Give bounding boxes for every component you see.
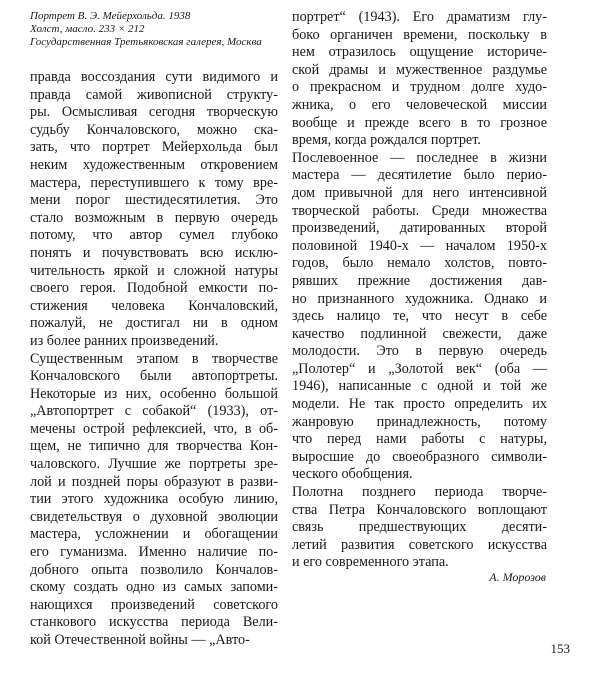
text-line: добного опыта позволило Кончалов- xyxy=(30,561,278,578)
text-line: жанровую принадлежность, потому xyxy=(292,413,547,430)
text-line: ческого обобщения. xyxy=(292,466,413,483)
text-line: из более ранних произведений. xyxy=(30,332,219,349)
text-line: кой Отечественной войны — „Авто- xyxy=(30,632,250,648)
text-line: свидетельствуя о духовной эволюции xyxy=(30,508,278,525)
text-line: годов, было немало холстов, повто- xyxy=(292,255,547,272)
text-line: чительность яркой и сложной натуры xyxy=(30,262,278,279)
text-line: и его современного этапа. xyxy=(292,554,449,571)
text-line: ской драмы и мужественное раздумье xyxy=(292,61,547,78)
text-line: летий развития советского искусства xyxy=(292,536,547,553)
text-line: вообще и прежде всего в то грозное xyxy=(292,114,547,131)
text-line: модели. Не так просто определить их xyxy=(292,396,547,413)
text-line: потому, что автор сумел глубоко xyxy=(30,227,278,244)
text-line: мастера — десятилетие было перио- xyxy=(292,167,547,184)
text-line: но признанного художника. Однако и xyxy=(292,290,547,307)
text-line: чаловского. Лучшие же портреты зре- xyxy=(30,456,278,473)
text-line: качество подлинной свежести, даже xyxy=(292,325,547,342)
text-line: выросшие до своеобразного символи- xyxy=(292,448,547,465)
caption-medium: Холст, масло. 233 × 212 xyxy=(30,23,145,35)
text-line: мастера, переступившего к тому вре- xyxy=(30,174,278,191)
text-line: зать, что портрет Мейерхольда был xyxy=(30,139,278,156)
text-line: ры. Осмысливая сегодня творческую xyxy=(30,104,278,121)
text-line: понять и почувствовать всю исклю- xyxy=(30,244,278,261)
text-line: Послевоенное — последнее в жизни xyxy=(292,149,547,166)
text-line: что перед нами работы с натуры, xyxy=(292,431,547,448)
text-line: судьбу Кончаловского, можно ска- xyxy=(30,121,278,138)
text-line: здесь налицо те, что несут в себе xyxy=(292,308,547,325)
caption-title: Портрет В. Э. Мейерхольда. 1938 xyxy=(30,10,191,22)
text-line: мечены острой рефлексией, что, в об- xyxy=(30,420,278,437)
author-signature: А. Морозов xyxy=(489,570,546,584)
text-line: рявших прежние достижения дав- xyxy=(292,272,547,289)
figure-caption xyxy=(30,10,280,49)
text-line: Некоторые из них, особенно большой xyxy=(30,385,278,402)
text-line: Существенным этапом в творчестве xyxy=(30,350,278,367)
text-line: о прекрасном и трудном долге худо- xyxy=(292,79,547,96)
text-line: тии этого художника особую линию, xyxy=(30,491,278,508)
text-line: ства Петра Кончаловского воплощают xyxy=(292,501,547,518)
page-number: 153 xyxy=(550,641,570,656)
caption-collection: Государственная Третьяковская галерея, Москва xyxy=(30,36,262,48)
text-line: связь предшествующих десяти- xyxy=(292,519,547,536)
text-line: произведений, датированных второй xyxy=(292,220,547,237)
text-line: портрет“ (1943). Его драматизм глу- xyxy=(292,9,547,25)
text-line: неким художественным откровением xyxy=(30,156,278,173)
text-line: жника, о его человеческой миссии xyxy=(292,96,547,113)
text-line: „Полотер“ и „Золотой век“ (оба — xyxy=(292,360,547,377)
text-line: лой и поздней поры образуют в разви- xyxy=(30,473,278,490)
text-line: станкового искусства периода Вели- xyxy=(30,614,278,631)
text-line: половиной 1940-х — началом 1950-х xyxy=(292,237,547,254)
text-line: стало возможным в первую очередь xyxy=(30,209,278,226)
text-line: его гуманизма. Именно наличие по- xyxy=(30,544,278,561)
text-line: правда воссоздания сути видимого и xyxy=(30,69,278,85)
text-line: Кончаловского были автопортреты. xyxy=(30,368,278,385)
text-line: дом привычной для него интенсивной xyxy=(292,184,547,201)
text-line: „Автопортрет с собакой“ (1933), от- xyxy=(30,403,278,420)
text-line: пожалуй, не достигал ни в одном xyxy=(30,315,278,332)
left-text-column xyxy=(30,69,278,650)
text-line: молодости. Это в первую очередь xyxy=(292,343,547,360)
text-line: своего героя. Подобной емкости по- xyxy=(30,280,278,297)
text-line: мени порог шестидесятилетия. Это xyxy=(30,192,278,209)
text-line: щем, не типично для творчества Кон- xyxy=(30,438,278,455)
text-line: мастера, усложнении и обогащении xyxy=(30,526,278,543)
text-line: скому создать одно из самых запоми- xyxy=(30,579,278,596)
right-text-column xyxy=(292,9,547,572)
text-line: время, когда рождался портрет. xyxy=(292,132,481,149)
text-line: стижения человека Кончаловский, xyxy=(30,297,278,314)
text-line: боко органичен времени, поскольку в xyxy=(292,26,547,43)
text-line: творческой работы. Среди множества xyxy=(292,202,547,219)
text-line: правда самой живописной структу- xyxy=(30,86,278,103)
text-line: Полотна позднего периода творче- xyxy=(292,484,547,501)
text-line: нем отразилось ощущение историче- xyxy=(292,44,547,61)
text-line: нающихся произведений советского xyxy=(30,596,278,613)
text-line: 1946), написанные с одной и той же xyxy=(292,378,547,395)
